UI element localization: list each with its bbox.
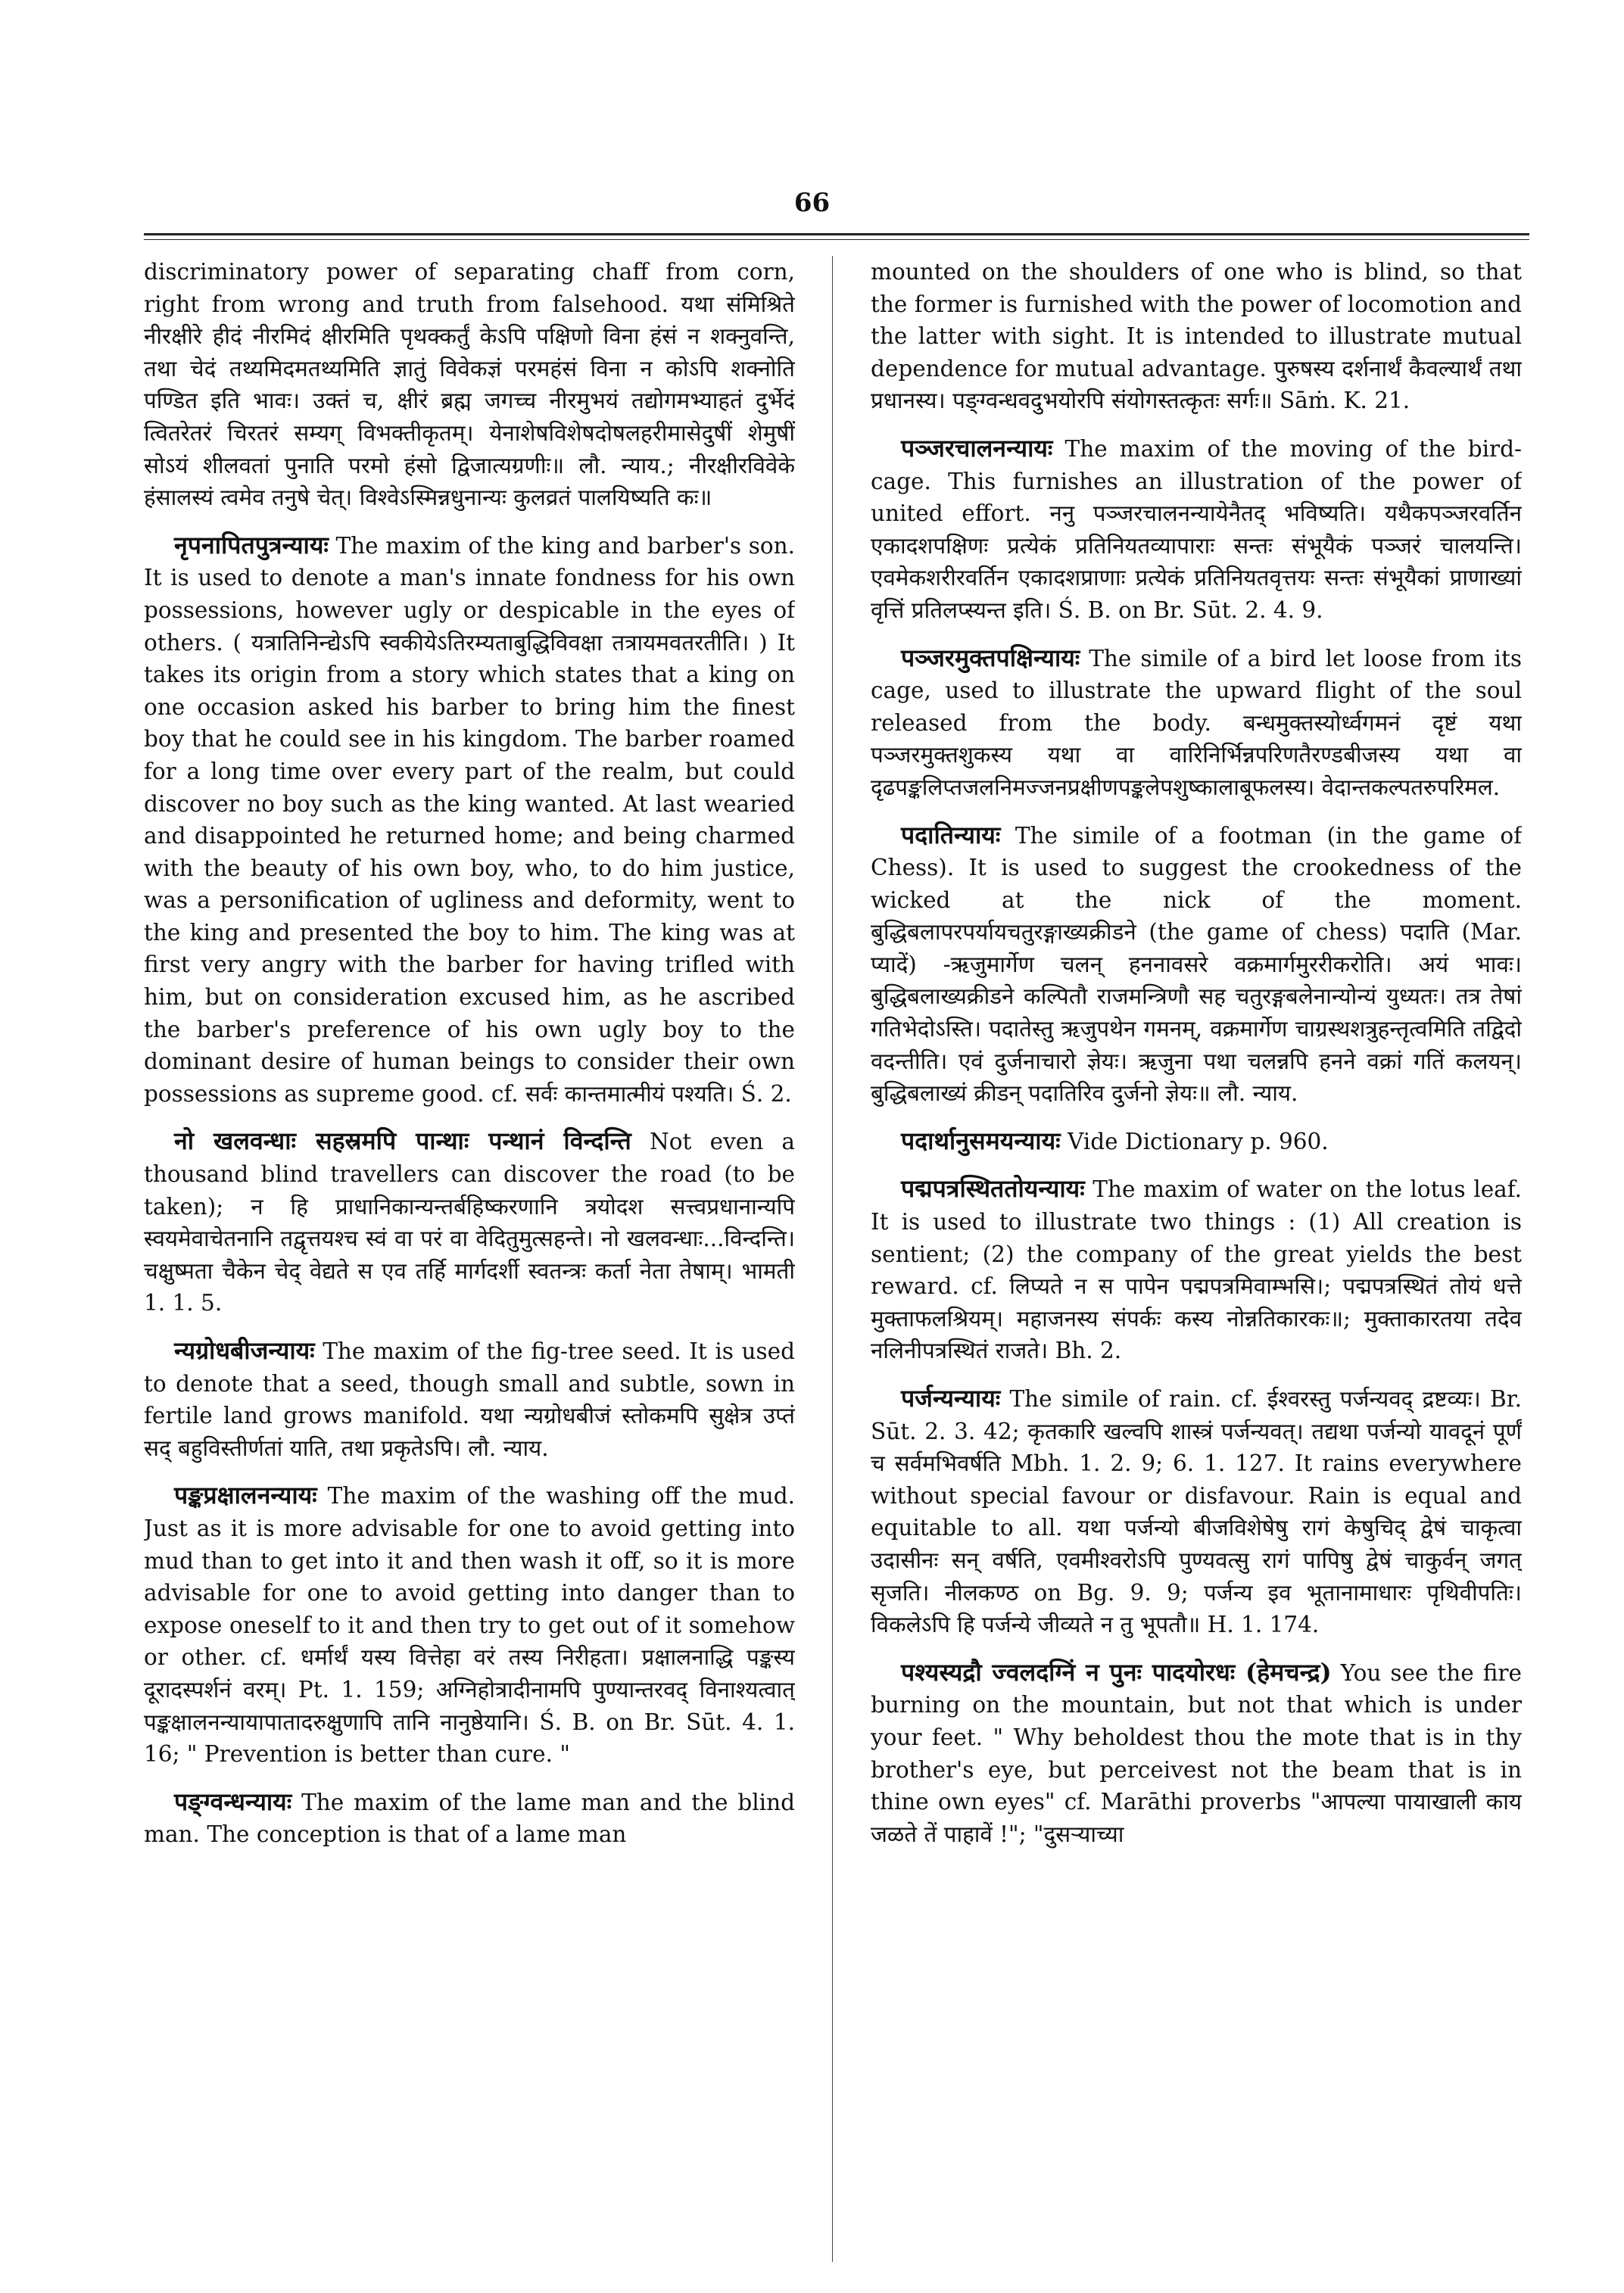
entry-headword: नो खलवन्धाः सहस्रमपि पान्थाः पन्थानं विन्दन्ति [174, 1126, 631, 1156]
entry [871, 819, 1522, 1110]
entry-text: Not even a thousand blind travellers can discover the road (to be taken); न हि प्राधानिकान्यन्तर्बहिष्करणानि त्रयोदश सत्त्वप्रधानान्यपि स्वयमेवाचेतनानि तद्वृत्तयश्च स्वं वा परं वा वेदितुमुत्सहन्ते। नो खलवन्धाः...विन्दन्ति। चक्षुष्मता चैकेन चेद् वेद्यते स एव तर्हि मार्गदर्शी स्वतन्त्रः कर्ता नेता तेषाम्। भामती 1. 1. 5. [144, 1129, 795, 1316]
entry-text: The maxim of the moving of the bird-cage. This furnishes an illustration of the power of united effort. ननु पञ्जरचालनन्यायेनैतद् भविष्यति। यथैकपञ्जरवर्तिन एकादशपक्षिणः प्रत्येकं प्रतिनियतव्यापाराः सन्तः संभूयैकं पञ्जरं चालयन्ति। एवमेकशरीरवर्तिन एकादशप्राणाः प्रत्येकं प्रतिनियतवृत्तयः सन्तः संभूयैकां प्राणाख्यां वृत्तिं प्रतिलप्स्यन्त इति। Ś. B. on Br. Sūt. 2. 4. 9. [871, 435, 1522, 623]
entry-text: The simile of a bird let loose from its cage, used to illustrate the upward flight of the soul released from the body. बन्धमुक्तस्योर्ध्वगमनं दृष्टं यथा पञ्जरमुक्तशुकस्य यथा वा वारिनिर्भिन्नपरिणतैरण्डबीजस्य यथा वा दृढपङ्कलिप्तजलनिमज्जनप्रक्षीणपङ्कलेपशुष्कालाबूफलस्य। वेदान्तकल्पतरुपरिमल. [871, 645, 1522, 800]
header-rule-thin [144, 239, 1529, 240]
entry-headword: पङ्कप्रक्षालनन्यायः [174, 1481, 317, 1510]
entry [871, 1382, 1522, 1641]
entry-text: Vide Dictionary p. 960. [1067, 1128, 1329, 1154]
entry-text: The maxim of the fig-tree seed. It is used to denote that a seed, though small and subtle, sown in fertile land grows manifold. यथा न्यग्रोधबीजं स्तोकमपि सुक्षेत्र उप्तं सद् बहुविस्तीर्णतां याति, तथा प्रकृतेऽपि। लौ. न्याय. [144, 1338, 795, 1461]
page-number: 66 [793, 188, 831, 218]
entry-headword: पदार्थानुसमयन्यायः [901, 1126, 1061, 1155]
header-rule-thick [144, 233, 1529, 235]
entry-text: discriminatory power of separating chaff from corn, right from wrong and truth from falsehood. यथा संमिश्रिते नीरक्षीरे हीदं नीरमिदं क्षीरमिति पृथक्कर्तुं केऽपि पक्षिणो विना हंसं न शक्नुवन्ति, तथा चेदं तथ्यमिदमतथ्यमिति ज्ञातुं विवेकज्ञं परमहंसं विना न कोऽपि शक्नोति पण्डित इति भावः। उक्तं च, क्षीरं ब्रह्म जगच्च नीरमुभयं तद्योगमभ्याहतं दुर्भेदं त्वितरेतरं चिरतरं सम्यग् विभक्तीकृतम्। येनाशेषविशेषदोषलहरीमासेदुषीं शेमुषीं सोऽयं शीलवतां पुनाति परमो हंसो द्विजात्यग्रणीः॥ लौ. न्याय.; नीरक्षीरविवेके हंसालस्यं त्वमेव तनुषे चेत्। विश्वेऽस्मिन्नधुनान्यः कुलव्रतं पालयिष्यति कः॥ [144, 259, 795, 511]
entry-headword: पश्यस्यद्रौ ज्वलदग्निं न पुनः पादयोरधः (हेमचन्द्र) [901, 1657, 1332, 1687]
column-divider [832, 256, 833, 2262]
entry-text: The simile of rain. cf. ईश्वरस्तु पर्जन्यवद् द्रष्टव्यः। Br. Sūt. 2. 3. 42; कृतकारि खल्वपि शास्त्रं पर्जन्यवत्। तद्यथा पर्जन्यो यावदूनं पूर्णं च सर्वमभिवर्षति Mbh. 1. 2. 9; 6. 1. 127. It rains everywhere without special favour or disfavour. Rain is equal and equitable to all. यथा पर्जन्यो बीजविशेषेषु रागं केषुचिद् द्वेषं चाकृत्वा उदासीनः सन् वर्षति, एवमीश्वरोऽपि पुण्यवत्सु रागं पापिषु द्वेषं चाकुर्वन् जगत् सृजति। नीलकण्ठ on Bg. 9. 9; पर्जन्य इव भूतानामाधारः पृथिवीपतिः। विकलेऽपि हि पर्जन्ये जीव्यते न तु भूपतौ॥ H. 1. 174. [871, 1386, 1522, 1638]
left-column [144, 256, 795, 2270]
right-column [871, 256, 1522, 2270]
entry-text: The maxim of the king and barber's son. It is used to denote a man's innate fondness for his own possessions, however ugly or despicable in the eyes of others. ( यत्रातिनिन्द्येऽपि स्वकीयेऽतिरम्यताबुद्धिविवक्षा तत्रायमवतरतीति। ) It takes its origin from a story which states that a king on one occasion asked his barber to bring him the finest boy that he could see in his kingdom. The barber roamed for a long time over every part of the realm, but could discover no boy such as the king wanted. At last wearied and disappointed he returned home; and being charmed with the beauty of his own boy, who, to do him justice, was a personification of ugliness and deformity, went to the king and presented the boy to him. The king was at first very angry with the barber for having trifled with him, but on consideration excused him, as he ascribed the barber's preference of his own ugly boy to the dominant desire of human beings to consider their own possessions as supreme good. cf. सर्वः कान्तमात्मीयं पश्यति। Ś. 2. [144, 532, 795, 1107]
entry-headword: पञ्जरमुक्तपक्षिन्यायः [901, 643, 1080, 672]
entry-text: The maxim of the washing off the mud. Just as it is more advisable for one to avoid getting into mud than to get into it and then wash it off, so it is more advisable for one to avoid getting into danger than to expose oneself to it and then try to get out of it somehow or other. cf. धर्मार्थं यस्य वित्तेहा वरं तस्य निरीहता। प्रक्षालनाद्धि पङ्कस्य दूरादस्पर्शनं वरम्। Pt. 1. 159; अग्निहोत्रादीनामपि पुण्यान्तरवद् विनाश्यत्वात् पङ्कक्षालनन्यायापातादरुक्षुणापि तानि नानुष्ठेयानि। Ś. B. on Br. Sūt. 4. 1. 16; " Prevention is better than cure. " [144, 1483, 795, 1768]
entry [871, 1173, 1522, 1367]
entry-text: The simile of a footman (in the game of Chess). It is used to suggest the crookedness of the wicked at the nick of the moment. बुद्धिबलापरपर्यायचतुरङ्गाख्यक्रीडने (the game of chess) पदाति (Mar. प्यादें) -ऋजुमार्गेण चलन् हननावसरे वक्रमार्गमुररीकरोति। अयं भावः। बुद्धिबलाख्यक्रीडने कल्पितौ राजमन्त्रिणौ सह चतुरङ्गबलेनान्योन्यं युध्यतः। तत्र तेषां गतिभेदोऽस्ति। पदातेस्तु ऋजुपथेन गमनम्, वक्रमार्गेण चाग्रस्थशत्रुहन्तृत्वमिति तद्विदो वदन्तीति। एवं दुर्जनाचारो ज्ञेयः। ऋजुना पथा चलन्नपि हनने वक्रां गतिं कलयन्। बुद्धिबलाख्यं क्रीडन् पदातिरिव दुर्जनो ज्ञेयः॥ लौ. न्याय. [871, 822, 1522, 1107]
entry-headword: पञ्जरचालनन्यायः [901, 433, 1053, 463]
entry-headword: पद्मपत्रस्थिततोयन्यायः [901, 1174, 1085, 1204]
entry [871, 1656, 1522, 1851]
entry [871, 642, 1522, 804]
entry-headword: पर्जन्यन्यायः [901, 1384, 1001, 1413]
entry-headword: न्यग्रोधबीजन्यायः [174, 1336, 315, 1365]
entry [144, 1125, 795, 1319]
entry-text: You see the fire burning on the mountain, but not that which is under your feet. " Why beholdest thou the mote that is in thy brother's eye, but perceivest not the beam that is in thine own eyes" cf. Marāthi proverbs "आपल्या पायाखाली काय जळते तें पाहावें !"; "दुसऱ्याच्या [871, 1659, 1522, 1847]
entry-continued [871, 256, 1522, 417]
entry [144, 1479, 795, 1770]
entry-text: The maxim of water on the lotus leaf. It is used to illustrate two things : (1) All creation is sentient; (2) the company of the great yields the best reward. cf. लिप्यते न स पापेन पद्मपत्रमिवाम्भसि।; पद्मपत्रस्थितं तोयं धत्ते मुक्ताफलश्रियम्। महाजनस्य संपर्कः कस्य नोन्नतिकारकः॥; मुक्ताकारतया तदेव नलिनीपत्रस्थितं राजते। Bh. 2. [871, 1176, 1522, 1364]
entry [871, 432, 1522, 627]
entry-headword: पङ्ग्वन्धन्यायः [174, 1787, 292, 1816]
entry [871, 1125, 1522, 1158]
entry-headword: नृपनापितपुत्रन्यायः [174, 530, 329, 559]
entry [144, 1786, 795, 1851]
entry [144, 529, 795, 1111]
entry-text: mounted on the shoulders of one who is blind, so that the former is furnished with the power of locomotion and the latter with sight. It is intended to illustrate mutual dependence for mutual advantage. पुरुषस्य दर्शनार्थं कैवल्यार्थं तथा प्रधानस्य। पङ्ग्वन्धवदुभयोरपि संयोगस्तत्कृतः सर्गः॥ Sāṁ. K. 21. [871, 259, 1522, 414]
entry [144, 1335, 795, 1464]
entry-continued [144, 256, 795, 514]
entry-text: The maxim of the lame man and the blind man. The conception is that of a lame man [144, 1789, 795, 1848]
entry-headword: पदातिन्यायः [901, 820, 1001, 849]
